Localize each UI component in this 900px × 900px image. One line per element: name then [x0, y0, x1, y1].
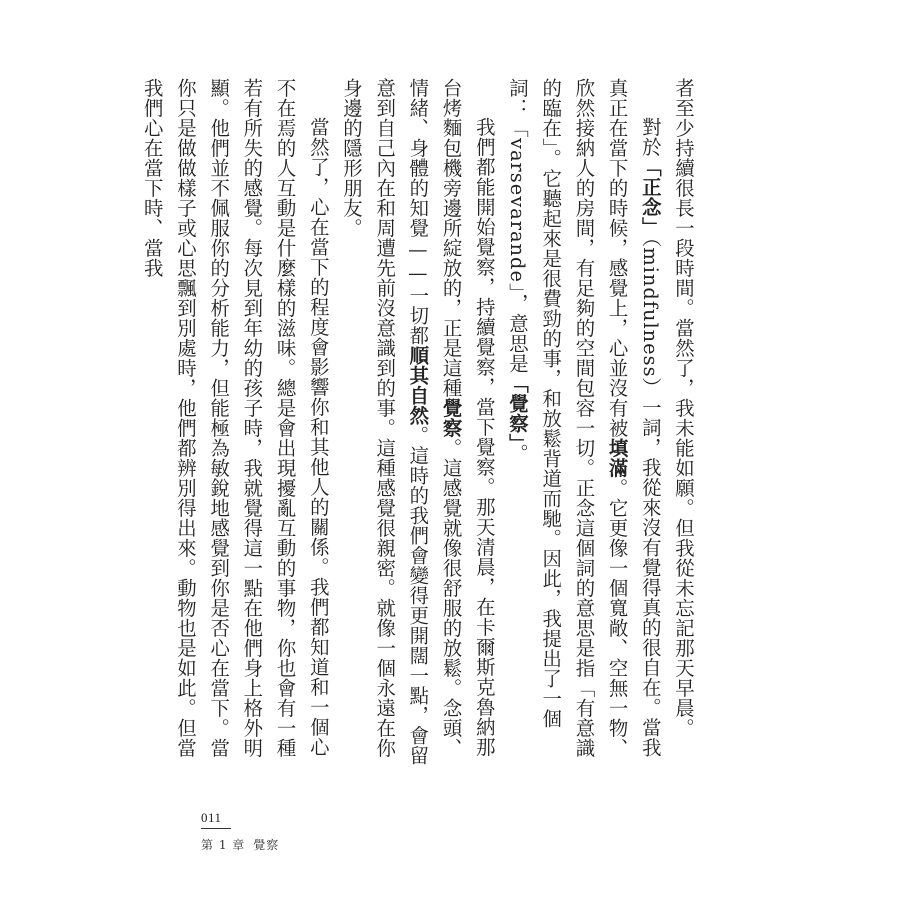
p3-bold-awareness: 覺察 [439, 398, 463, 438]
p2-text-c: （ [638, 236, 662, 248]
p3-bold-natural: 順其自然 [406, 345, 430, 426]
p2-term-varsevarande: varsevarande [505, 138, 529, 283]
paragraph-4: 當然了，心在當下的程度會影響你和其他人的關係。我們都知道和一個心不在焉的人互動是什麼樣的滋味。總是會出現擾亂互動的事物，你也會有一種若有所失的感覺。每次見到年幼的孩子時，我就覺得這一點在他們身上格外明顯。他們並不佩服你的分析能力，但能極為敏銳地感覺到你是否心在當下。當你只是做做樣子或心思飄到別處時，他們都辨別得出來。動物也是如此。但當我們心在當下時、當我 [140, 78, 330, 758]
p2-text-a: 對於 [638, 116, 662, 157]
paragraph-2 [501, 78, 667, 768]
page-number: 011 [201, 810, 222, 825]
footer-rule [201, 828, 231, 829]
running-footer [201, 836, 279, 853]
p2-text-i: 」，意思是 [505, 282, 529, 374]
p2-bold-zhengnian: 「正念」 [638, 156, 662, 237]
p2-bold-awareness: 「覺察」 [505, 373, 529, 444]
paragraph-3 [335, 78, 501, 768]
p3-text-c: 。這感覺就像很舒服的放鬆。念頭、情緒、身體的知覺——一切都 [406, 78, 463, 758]
vertical-body-text [140, 78, 700, 768]
p3-text-e: 。這時的我們會變得更開闊一點，會留意到自己內在和周遭先前沒意識到的事。這種感覺很親密。就像一個永遠在你身邊的隱形朋友。 [339, 78, 430, 766]
chapter-title: 覺察 [253, 838, 280, 852]
paragraph-1: 者至少持續很長一段時間。當然了，我未能如願。但我從未忘記那天早晨。 [672, 78, 695, 738]
p3-text-a: 我們都能開始覺察，持續覺察，當下覺察。那天清晨，在卡爾斯克魯納那台烤麵包機旁邊所綻放的，正是這種 [439, 78, 496, 757]
p2-term-mindfulness: mindfulness [638, 247, 662, 378]
p2-bold-filled: 填滿 [605, 438, 629, 478]
chapter-label: 第 1 章 [201, 838, 246, 852]
p2-text-g: 。它更像一個寬敞、空無一物、欣然接納人的房間，有足夠的空間包容一切。正念這個詞的意思是指「有意識的臨在」。它聽起來是很費勁的事，和放鬆背道而馳。因此，我提出了一個詞：「 [505, 78, 629, 758]
p2-text-k: 。 [505, 443, 529, 464]
p2-text-e: ）一詞，我從來沒有覺得真的很自在。當我真正在當下的時候，感覺上，心並沒有被 [605, 78, 662, 758]
